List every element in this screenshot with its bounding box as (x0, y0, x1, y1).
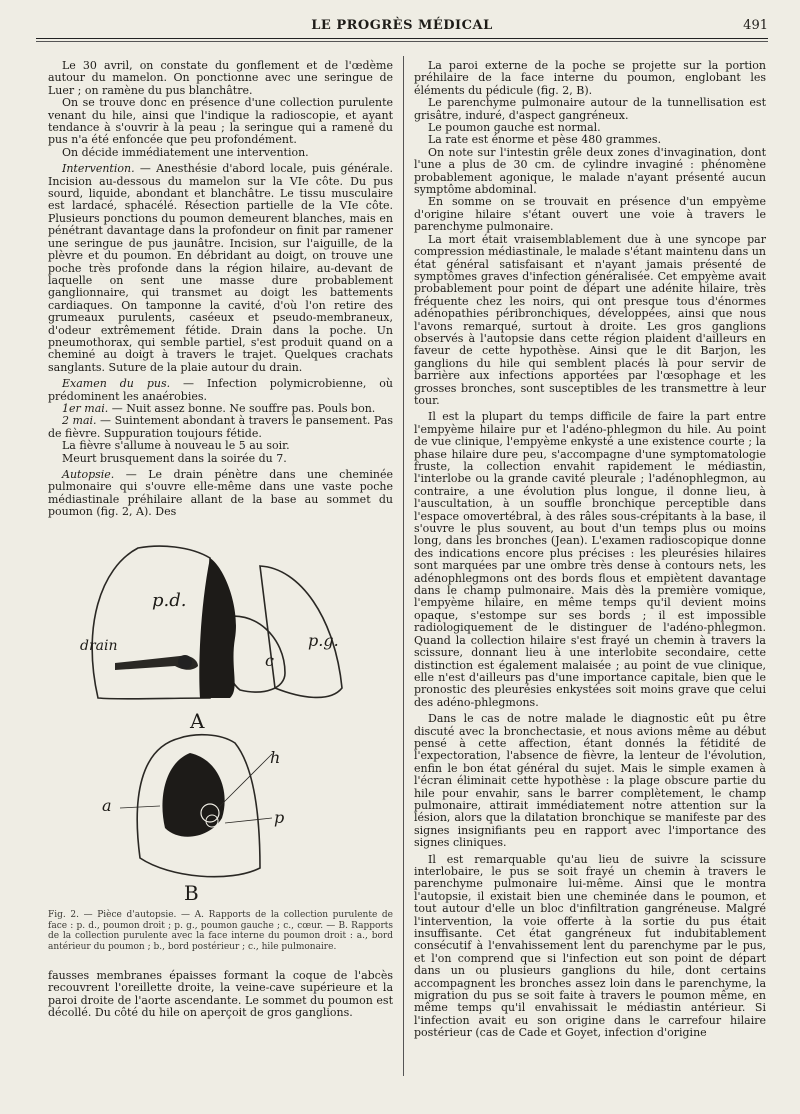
paragraph: Dans le cas de notre malade le diagnostic eût pu être discuté avec la bronchectasie, et nous avions même au début pensé à cette affection, étant donnés la fétidité de l'expectoration, l'absence de fièvre, la lenteur de l'évolution, enfin le bon état général du sujet. Mais le simple examen à l'écran éliminait cette hypothèse : la plage obscure partie du hile pour envahir, sans le barrer complètement, le champ pulmonaire, attirait immédiatement notre attention sur la lésion, alors que la dilatation bronchique se manifeste par des signes insignifiants peu en rapport avec l'importance des signes cliniques. (414, 712, 766, 850)
paragraph: La fièvre s'allume à nouveau le 5 au soir. (62, 439, 290, 453)
date-lead: 2 mai. (62, 414, 97, 428)
paragraph: La mort était vraisemblablement due à une syncope par compression médiastinale, le malade s'étant maintenu dans un état général satisfaisant et n'ayant jamais présenté de symptômes graves d'infection généralisée. Cet empyème avait probablement pour point de départ une adénite hilaire, très fréquente chez les noirs, qui ont presque tous d'énormes adénopathies péribronchiques, développées, ainsi que nous l'avons remarqué, surtout à droite. Les gros ganglions observés à l'autopsie dans cette région plaident d'ailleurs en faveur de cette hypothèse. Ainsi que le dit Barjon, les ganglions du hile qui semblent placés là pour servir de barrière aux infections apportées par l'œsophage et les grosses bronches, sont susceptibles de les transmettre à leur tour. (414, 232, 766, 407)
paragraph: Le poumon gauche est normal. (428, 121, 601, 135)
drain-opening (178, 655, 192, 669)
paragraph: Il est remarquable qu'au lieu de suivre la scissure interlobaire, le pus se soit frayé un chemin à travers le parenchyme pulmonaire lui-même. Ainsi que le montra l'autopsie, il existait bien une cheminée dans le poumon, et tout autour d'elle un bloc d'infiltration gangréneuse. Malgré l'intervention, la voie offerte à la sortie du pus était insuffisante. Cet état gangréneux fut indubitablement consécutif à l'envahissement lent du parenchyme par le pus, et l'on comprend que si l'infection eut son point de départ dans un ou plusieurs ganglions du hile, dont certains accompagnent les bronches assez loin dans le parenchyme, la migration du pus se soit faite à travers le poumon même, en même temps qu'il envahissait le médiastin antérieur. Si l'infection avait eu son origine dans le carrefour hilaire postérieur (cas de Cade et Goyet, infection d'origine (414, 852, 766, 1040)
page-header (36, 18, 768, 40)
paragraph: Meurt brusquement dans la soirée du 7. (62, 451, 287, 465)
paragraph: On décide immédiatement une intervention. (62, 145, 309, 159)
paragraph: On note sur l'intestin grêle deux zones d'invagination, dont l'une a plus de 30 cm. de cylindre invaginé : phénomène probablement agonique, le malade n'ayant présenté aucun symptôme abdominal. (414, 145, 766, 197)
paragraph-text: — Nuit assez bonne. Ne souffre pas. Pouls bon. (108, 401, 376, 415)
pointer-a (120, 806, 160, 808)
paragraph: Il est la plupart du temps difficile de faire la part entre l'empyème hilaire pur et l'adéno-phlegmon du hile. Au point de vue clinique, l'empyème enkysté a une existence courte ; la phase hilaire dure peu, s'accompagne d'une symptomatologie fruste, la collection envahit rapidement le médiastin, l'interlobe ou la grande cavité pleurale ; l'adénophlegmon, au contraire, a une évolution plus longue, il donne lieu, à l'auscultation, à un souffle bronchique perceptible dans l'espace omovertébral, à des râles sous-crépitants à la base, il s'ouvre le plus souvent, au bout d'un temps plus ou moins long, dans les bronches (Jean). L'examen radioscopique donne des indications encore plus précises : les pleurésies hilaires sont marquées par une ombre très dense à contours nets, les adénophlegmons ont des bords flous et empiètent davantage dans le champ pulmonaire. Mais dès la première vomique, l'empyème hilaire, en même temps qu'il devient moins opaque, s'estompe sur ses bords ; il est impossible radiologiquement de le distinguer de l'adéno-phlegmon. Quand la collection hilaire s'est frayé un chemin à travers la scissure, donnant lieu à une interlobite secondaire, cette distinction est également malaisée ; au point de vue clinique, elle n'est d'ailleurs pas d'une importance capitale, bien que le pronostic des pleurésies enkystées soit moins grave que celui des adéno-phlegmons. (414, 410, 766, 709)
paragraph: Le parenchyme pulmonaire autour de la tunnellisation est grisâtre, induré, d'aspect gangréneux. (414, 96, 766, 122)
collection-mass-B (162, 753, 224, 837)
collection-mass-A (199, 558, 236, 698)
paragraph: La rate est énorme et pèse 480 grammes. (428, 133, 662, 147)
paragraph: Le 30 avril, on constate du gonflement et de l'œdème autour du mamelon. On ponctionne avec une seringue de Luer ; on ramène du pus blanchâtre. (48, 59, 393, 97)
label-B: B (184, 881, 199, 905)
page-number: 491 (743, 18, 768, 33)
anatomical-figure (60, 538, 390, 908)
section-lead: Examen du pus. (62, 377, 171, 391)
header-rule-thin (36, 41, 768, 42)
paragraph (48, 415, 393, 440)
journal-title: LE PROGRÈS MÉDICAL (311, 18, 493, 33)
label-p: p (274, 808, 285, 827)
label-pg: p.g. (308, 631, 339, 650)
pointer-p (225, 818, 272, 823)
paragraph: En somme on se trouvait en présence d'un empyème d'origine hilaire s'étant ouvert une voie à travers le parenchyme pulmonaire. (414, 195, 766, 234)
paragraph: fausses membranes épaisses formant la coque de l'abcès recouvrent l'oreillette droite, la veine-cave supérieure et la paroi droite de l'aorte ascendante. Le sommet du poumon est décollé. Du côté du hile on aperçoit de gros ganglions. (48, 969, 393, 1020)
column-divider (403, 56, 404, 1076)
header-rule (36, 38, 768, 39)
label-a: a (102, 796, 112, 815)
label-h: h (270, 748, 281, 767)
paragraph: On se trouve donc en présence d'une collection purulente venant du hile, ainsi que l'indique la radioscopie, et ayant tendance à s'ouvrir à la peau ; la seringue qui a ramené du pus n'a été enfoncée que peu profondément. (48, 96, 393, 147)
figure-drawing (60, 538, 390, 908)
paragraph-text: — Suintement abondant à travers le pansement. Pas de fièvre. Suppuration toujours fétide. (48, 414, 394, 440)
section-lead: Intervention. (62, 162, 135, 176)
paragraph: La paroi externe de la poche se projette sur la portion préhilaire de la face interne du poumon, englobant les éléments du pédicule (fig. 2, B). (414, 59, 766, 97)
left-column (48, 60, 393, 519)
date-lead: 1er mai. (62, 401, 109, 415)
paragraph-text: — Le drain pénètre dans une cheminée pulmonaire qui s'ouvre elle-même dans une vaste poche médiastinale préhilaire allant de la base au sommet du poumon (fig. 2, A). Des (48, 468, 393, 519)
label-drain: drain (80, 638, 118, 654)
paragraph (48, 469, 393, 519)
right-column (414, 60, 766, 1040)
label-c: c (265, 651, 274, 670)
paragraph-text: — Infection polymicrobienne, où prédominent les anaérobies. (48, 377, 393, 403)
label-pd: p.d. (152, 590, 187, 611)
paragraph (48, 378, 393, 403)
label-A: A (190, 709, 205, 733)
left-column-bottom (48, 970, 393, 1020)
right-lung-outline (92, 546, 210, 699)
paragraph (48, 163, 393, 374)
figure-caption: Fig. 2. — Pièce d'autopsie. — A. Rapports de la collection purulente de face : p. d., poumon droit ; p. g., poumon gauche ; c., cœur. — B. Rapports de la collection purulente avec la face interne du poumon droit : a., bord antérieur du poumon ; b., bord postérieur ; c., hile pulmonaire. (48, 910, 393, 952)
section-lead: Autopsie. (62, 468, 115, 481)
paragraph-text: — Anesthésie d'abord locale, puis générale. Incision au-dessous du mamelon sur la VIe côte. Du pus sourd, liquide, abondant et blanchâtre. Le tissu musculaire est lardacé, sphacélé. Résection partielle de la VIe côte. Plusieurs ponctions du poumon demeurent blanches, mais en pénétrant davantage dans la profondeur on finit par ramener une seringue de pus jaunâtre. Incision, sur l'aiguille, de la plèvre et du poumon. En débridant au doigt, on trouve une poche très profonde dans la région hilaire, au-devant de laquelle on sent une masse dure probablement ganglionnaire, qui transmet au doigt les battements cardiaques. On tamponne la cavité, d'où l'on retire des grumeaux purulents, caséeux et pseudo-membraneux, d'odeur extrêmement fétide. Drain dans la poche. Un pneumothorax, qui semble partiel, s'est produit quand on a cheminé au doigt à travers le trajet. Quelques crachats sanglants. Suture de la plaie autour du drain. (48, 162, 393, 374)
